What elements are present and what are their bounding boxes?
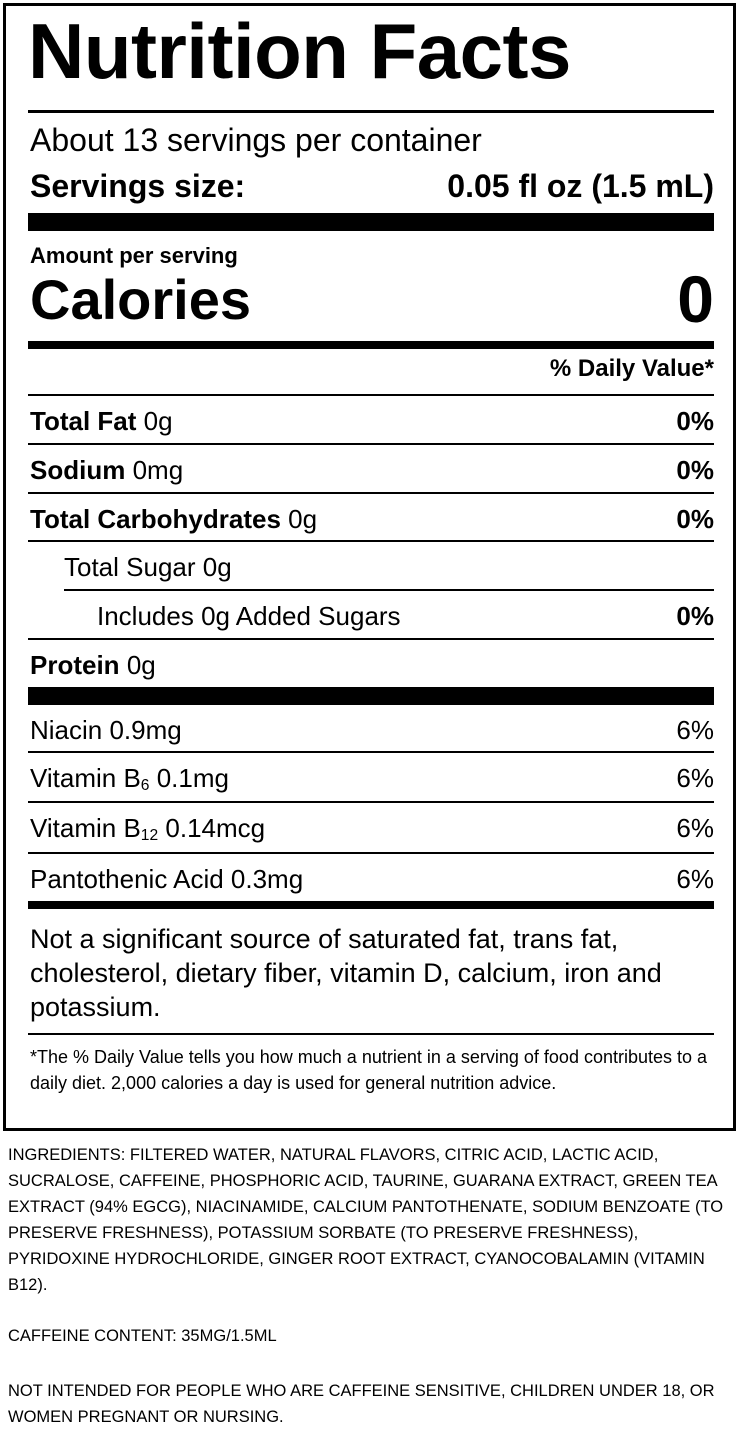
vitamin-amount: 0.14mcg <box>165 813 266 843</box>
caffeine-content: CAFFEINE CONTENT: 35MG/1.5ML <box>8 1327 277 1345</box>
nutrient-row-sodium <box>30 457 183 483</box>
calories-value: 0 <box>677 262 714 336</box>
divider <box>28 801 714 803</box>
divider <box>64 589 714 591</box>
daily-value-header: % Daily Value* <box>549 355 714 382</box>
vitamin-row-b6 <box>30 765 229 794</box>
vitamin-dv: 6% <box>676 763 714 793</box>
not-significant-source-note: Not a significant source of saturated fat, trans fat, cholesterol, dietary fiber, vitamin D, calcium, iron and potassium. <box>30 924 662 1022</box>
vitamin-row-niacin: Niacin 0.9mg <box>30 715 182 745</box>
vitamin-dv: 6% <box>676 864 714 894</box>
nutrient-dv: 0% <box>676 455 714 485</box>
medium-divider <box>28 901 714 909</box>
vitamin-subscript: 12 <box>140 827 159 844</box>
nutrient-dv: 0% <box>676 504 714 534</box>
vitamin-name: Vitamin B <box>30 763 141 793</box>
caffeine-warning: NOT INTENDED FOR PEOPLE WHO ARE CAFFEINE SENSITIVE, CHILDREN UNDER 18, OR WOMEN PREGNANT OR NURSING. <box>8 1382 715 1426</box>
divider <box>28 1033 714 1035</box>
divider <box>28 110 714 113</box>
nutrient-amount: 0g <box>288 504 318 534</box>
vitamin-row-b12 <box>30 815 265 844</box>
medium-divider <box>28 341 714 349</box>
divider <box>28 638 714 640</box>
divider <box>28 751 714 753</box>
nutrient-dv: 0% <box>676 601 714 631</box>
daily-value-footnote: *The % Daily Value tells you how much a nutrient in a serving of food contributes to a daily diet. 2,000 calories a day is used for general nutrition advice. <box>30 1047 708 1093</box>
divider <box>28 443 714 445</box>
divider <box>28 492 714 494</box>
ingredients-text: INGREDIENTS: FILTERED WATER, NATURAL FLAVORS, CITRIC ACID, LACTIC ACID, SUCRALOSE, CAFFEINE, PHOSPHORIC ACID, TAURINE, GUARANA EXTRACT, GREEN TEA EXTRACT (94% EGCG), NIACINAMIDE, CALCIUM PANTOTHENATE, SODIUM BENZOATE (TO PRESERVE FRESHNESS), POTASSIUM SORBATE (TO PRESERVE FRESHNESS), PYRIDOXINE HYDROCHLORIDE, GINGER ROOT EXTRACT, CYANOCOBALAMIN (VITAMIN B12). <box>8 1146 724 1294</box>
thick-divider <box>28 213 714 231</box>
divider <box>28 540 714 542</box>
nutrient-dv: 0% <box>676 406 714 436</box>
nutrient-name: Sodium <box>30 455 126 485</box>
serving-size-label: Servings size: <box>30 168 246 204</box>
nutrient-name: Total Carbohydrates <box>30 504 281 534</box>
vitamin-dv: 6% <box>676 715 714 745</box>
nutrient-amount: 0g <box>126 650 156 680</box>
vitamin-amount: 0.1mg <box>156 763 229 793</box>
calories-label: Calories <box>30 268 251 331</box>
thick-divider <box>28 687 714 705</box>
nutrient-row-total-sugar: Total Sugar 0g <box>64 552 232 582</box>
nutrient-amount: 0mg <box>132 455 184 485</box>
vitamin-dv: 6% <box>676 813 714 843</box>
vitamin-subscript: 6 <box>140 777 150 794</box>
nutrient-row-added-sugars: Includes 0g Added Sugars <box>97 601 401 631</box>
nutrient-row-total-carbohydrates <box>30 506 317 532</box>
nutrient-name: Total Fat <box>30 406 137 436</box>
serving-size-value: 0.05 fl oz (1.5 mL) <box>447 168 714 204</box>
nutrient-amount: 0g <box>143 406 173 436</box>
divider <box>28 852 714 854</box>
amount-per-serving: Amount per serving <box>30 243 238 268</box>
vitamin-row-pantothenic-acid: Pantothenic Acid 0.3mg <box>30 864 304 894</box>
nutrient-row-protein <box>30 652 156 678</box>
divider <box>28 394 714 396</box>
nutrient-name: Protein <box>30 650 120 680</box>
nutrition-facts-title: Nutrition Facts <box>28 7 571 95</box>
servings-per-container: About 13 servings per container <box>30 122 482 158</box>
vitamin-name: Vitamin B <box>30 813 141 843</box>
nutrient-row-total-fat <box>30 408 173 434</box>
